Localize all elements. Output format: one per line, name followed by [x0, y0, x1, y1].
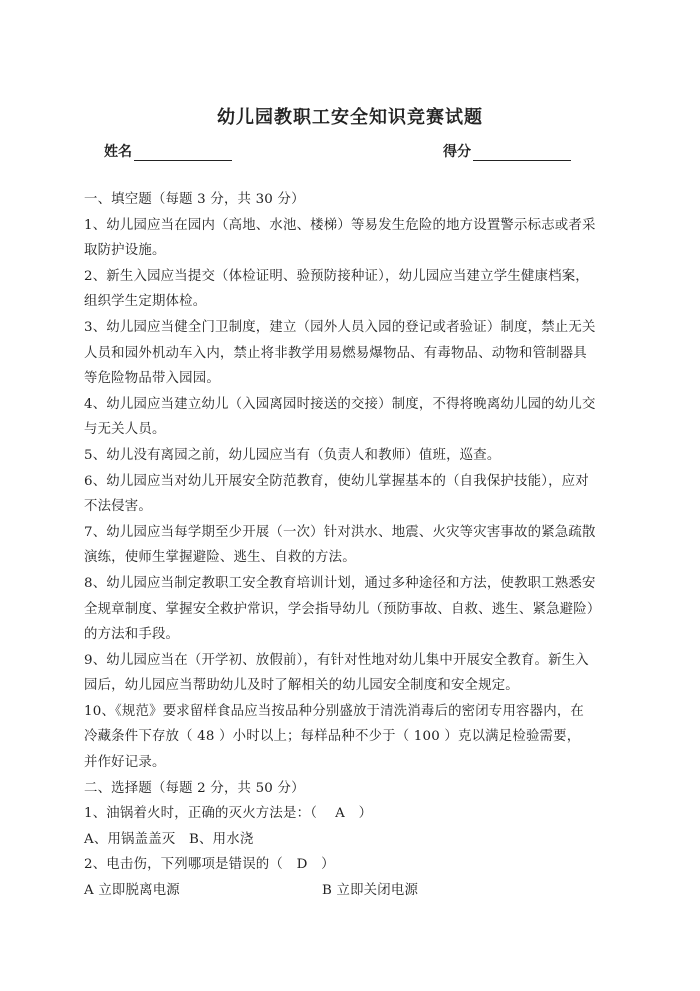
name-blank-line [134, 146, 232, 161]
question-line: 并作好记录。 [84, 755, 166, 771]
question-line: 9、幼儿园应当在（开学初、放假前），有针对性地对幼儿集中开展安全教育。新生入 [84, 652, 589, 668]
question-line: 与无关人员。 [84, 422, 166, 438]
question-line: 冷藏条件下存放（ 48 ）小时以上；每样品种不少于（ 100 ）克以满足检验需要， [84, 729, 581, 745]
choice-question-2-options [84, 878, 619, 904]
question-line: 等危险物品带入园园。 [84, 371, 220, 387]
question-line: 园后，幼儿园应当帮助幼儿及时了解相关的幼儿园安全制度和安全规定。 [84, 678, 519, 694]
question-line: 取防护设施。 [84, 243, 166, 259]
question-line: 人员和园外机动车入内，禁止将非教学用易燃易爆物品、有毒物品、动物和管制器具 [84, 345, 587, 361]
question-line: 不法侵害。 [84, 499, 152, 515]
page-title: 幼儿园教职工安全知识竞赛试题 [217, 107, 483, 128]
question-line: 演练，使师生掌握避险、逃生、自救的方法。 [84, 550, 356, 566]
exam-content [84, 187, 619, 904]
question-line: 全规章制度、掌握安全救护常识，学会指导幼儿（预防事故、自救、逃生、紧急避险） [84, 601, 601, 617]
section-2-heading: 二、选择题（每题 2 分，共 50 分） [84, 780, 305, 796]
choice-question-1-options: A、用锅盖盖灭 B、用水浇 [84, 831, 254, 847]
question-line: 7、幼儿园应当每学期至少开展（一次）针对洪水、地震、火灾等灾害事故的紧急疏散 [84, 524, 596, 540]
name-label: 姓名 [104, 144, 132, 160]
score-blank-line [473, 146, 571, 161]
option-a: A 立即脱离电源 [84, 883, 180, 899]
question-line: 8、幼儿园应当制定教职工安全教育培训计划，通过多种途径和方法，使教职工熟悉安 [84, 575, 596, 591]
choice-question-1: 1、油锅着火时，正确的灭火方法是：（ A ） [84, 806, 373, 822]
question-line: 4、幼儿园应当建立幼儿（入园离园时接送的交接）制度，不得将晚离幼儿园的幼儿交 [84, 396, 596, 412]
question-line: 3、幼儿园应当健全门卫制度，建立（园外人员入园的登记或者验证）制度，禁止无关 [84, 319, 596, 335]
question-line: 10、《规范》要求留样食品应当按品种分别盛放于清洗消毒后的密闭专用容器内，在 [84, 703, 584, 719]
option-b: B 立即关闭电源 [322, 883, 419, 899]
question-line: 2、新生入园应当提交（体检证明、验预防接种证），幼儿园应当建立学生健康档案， [84, 268, 589, 284]
question-line: 的方法和手段。 [84, 627, 180, 643]
score-label: 得分 [443, 144, 471, 160]
question-line: 5、幼儿没有离园之前，幼儿园应当有（负责人和教师）值班，巡查。 [84, 447, 501, 463]
question-line: 6、幼儿园应当对幼儿开展安全防范教育，使幼儿掌握基本的（自我保护技能），应对 [84, 473, 589, 489]
choice-question-2: 2、电击伤，下列哪项是错误的（ D ） [84, 857, 335, 873]
fill-in-questions [84, 213, 619, 776]
name-field [104, 141, 232, 161]
section-1-heading: 一、填空题（每题 3 分，共 30 分） [84, 192, 305, 207]
question-line: 组织学生定期体检。 [84, 294, 207, 310]
score-field [443, 141, 571, 161]
question-line: 1、幼儿园应当在园内（高地、水池、楼梯）等易发生危险的地方设置警示标志或者采 [84, 217, 596, 233]
